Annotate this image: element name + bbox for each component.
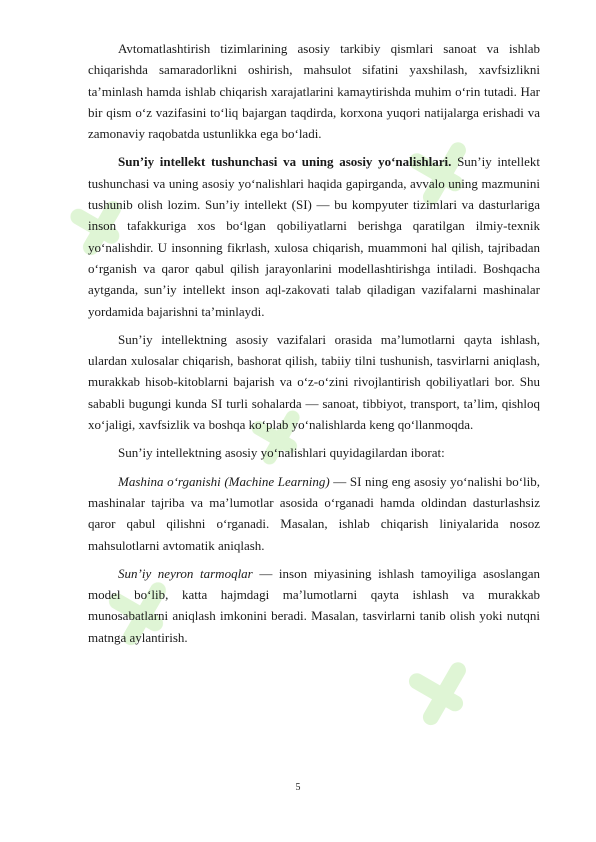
paragraph-6 [88,563,540,648]
paragraph-1-text: Avtomatlashtirish tizimlarining asosiy tarkibiy qismlari sanoat va ishlab chiqarishda samaradorlikni oshirish, mahsulot sifatini yaxshilash, xavfsizlikni ta’minlash hamda ishlab chiqarish xarajatlarini kamaytirishda muhim o‘rin tutadi. Har bir qism o‘z vazifasini to‘liq bajargan taqdirda, korxona yuqori natijalarga erishadi va zamonaviy raqobatda ustunlikka ega bo‘ladi. [88,41,540,142]
paragraph-1 [88,38,540,144]
paragraph-5-text: — SI ning eng asosiy yo‘nalishi bo‘lib, mashinalar tajriba va ma’lumotlar asosida o‘rganadi hamda oldindan dasturlashsiz qaror qabul qilishni o‘rganadi. Masalan, ishlab chiqarish liniyalarida nosoz mahsulotlarni avtomatik aniqlash. [88,473,540,553]
watermark-mark-4 [394,644,481,735]
paragraph-2-text: Sun’iy intellekt tushunchasi va uning asosiy yo‘nalishlari haqida gapirganda, avvalo uning mazmunini tushunib olish lozim. Sun’iy intellekt (SI) — bu kompyuter tizimlari va dasturlariga inson tafakkuriga xos bo‘lgan qobiliyatlarni berishga qaratilgan ilmiy-texnik yo‘nalishdir. U insonning fikrlash, xulosa chiqarish, muammoni hal qilish, tajribadan o‘rganish va qaror qabul qilish jarayonlarini modellashtirishga intiladi. Boshqacha aytganda, sun’iy intellekt inson aql-zakovati talab qiladigan vazifalarni mashinalar yordamida bajarishni ta’minlaydi. [88,154,540,319]
paragraph-5 [88,471,540,556]
section-heading: Sun’iy intellekt tushunchasi va uning asosiy yo‘nalishlari. [118,154,452,170]
page-number: 5 [295,782,301,793]
paragraph-3-text: Sun’iy intellektning asosiy vazifalari orasida ma’lumotlarni qayta ishlash, ulardan xulosalar chiqarish, bashorat qilish, tabiiy tilni tushunish, tasvirlarni aniqlash, murakkab hisob-kitoblarni bajarish va o‘z-o‘zini rivojlantirish qobiliyatlari bor. Shu sababli bugungi kunda SI turli sohalarda — sanoat, tibbiyot, transport, ta’lim, qishloq xo‘jaligi, xavfsizlik va boshqa ko‘plab yo‘nalishlarda keng qo‘llanmoqda. [88,331,540,433]
paragraph-6-text: — inson miyasining ishlash tamoyiliga asoslangan model bo‘lib, katta hajmdagi ma’lumotlarni qayta ishlash va murakkab munosabatlarni aniqlash imkonini beradi. Masalan, tasvirlarni tanib olish yoki nutqni matnga aylantirish. [88,565,540,645]
paragraph-3 [88,329,540,435]
paragraph-4-text: Sun’iy intellektning asosiy yo‘nalishlari quyidagilardan iborat: [118,445,445,461]
paragraph-4 [88,442,540,463]
term-neural-networks: Sun’iy neyron tarmoqlar [118,565,253,581]
paragraph-2 [88,151,540,321]
term-machine-learning: Mashina o‘rganishi (Machine Learning) [118,473,330,489]
document-body [88,38,540,655]
